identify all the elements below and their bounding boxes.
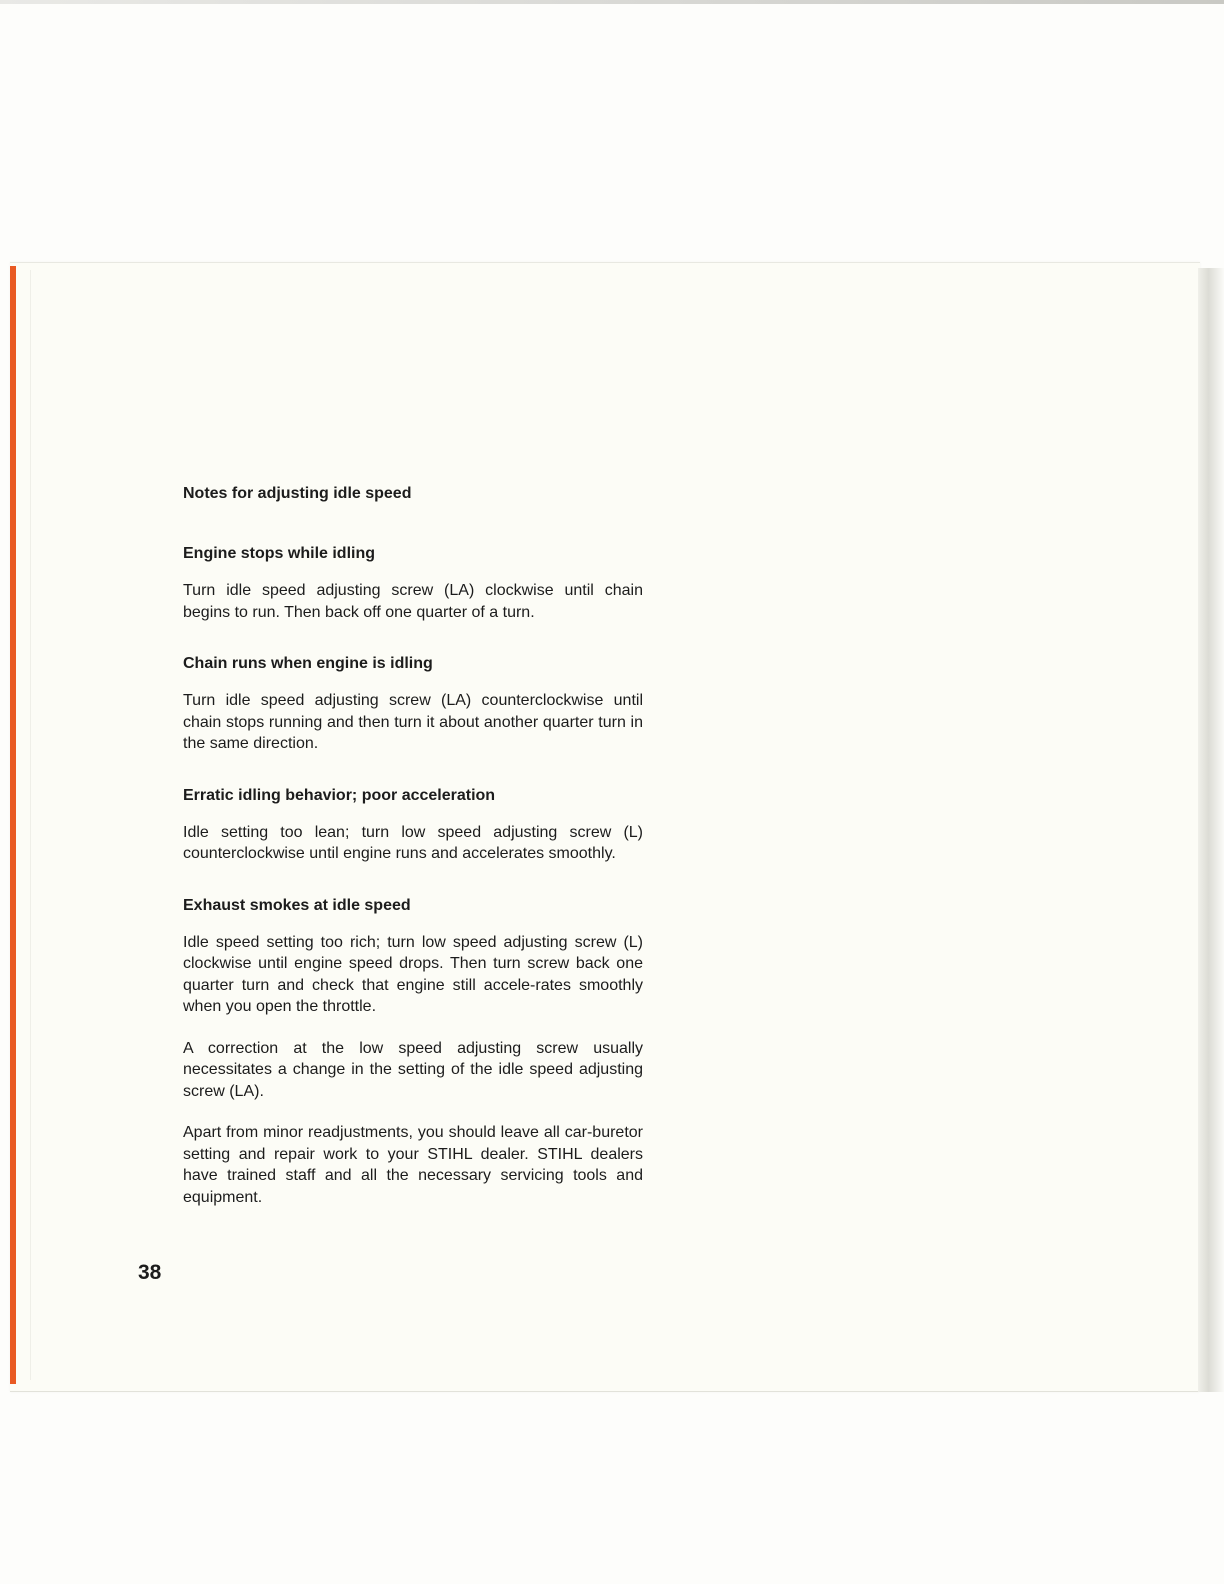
section-paragraph: Idle setting too lean; turn low speed adjusting screw (L) counterclockwise until engine runs and accelerates smoothly.	[183, 823, 643, 862]
section-heading: Engine stops while idling	[183, 545, 376, 562]
section-erratic-idling	[183, 785, 643, 865]
page-right-edge	[1198, 268, 1224, 1392]
scan-top-edge	[0, 0, 1224, 4]
page-number: 38	[138, 1261, 162, 1284]
section-paragraph: Turn idle speed adjusting screw (LA) clockwise until chain begins to run. Then back off one quarter of a turn.	[183, 582, 643, 621]
page-content	[183, 483, 643, 1238]
page-title: Notes for adjusting idle speed	[183, 485, 412, 502]
section-chain-runs	[183, 653, 643, 755]
orange-edge-strip	[10, 266, 16, 1384]
section-heading: Erratic idling behavior; poor acceleration	[183, 786, 496, 804]
section-paragraph: Apart from minor readjustments, you should leave all car-buretor setting and repair work to your STIHL dealer. STIHL dealers have trained staff and all the necessary servicing tools and equipment.	[183, 1124, 643, 1206]
section-heading: Exhaust smokes at idle speed	[183, 896, 411, 914]
section-paragraph: Turn idle speed adjusting screw (LA) counterclockwise until chain stops running and then turn it about another quarter turn in the same direction.	[183, 692, 643, 752]
section-paragraph: A correction at the low speed adjusting screw usually necessitates a change in the setting of the idle speed adjusting screw (LA).	[183, 1039, 643, 1100]
section-heading: Chain runs when engine is idling	[183, 655, 433, 672]
section-exhaust-smokes	[183, 895, 643, 1209]
inner-fold-line	[30, 270, 31, 1380]
section-paragraph: Idle speed setting too rich; turn low speed adjusting screw (L) clockwise until engine speed drops. Then turn screw back one quarter turn and check that engine still accele-rates smoothly when you open the throttle.	[183, 933, 643, 1015]
section-engine-stops	[183, 543, 643, 623]
